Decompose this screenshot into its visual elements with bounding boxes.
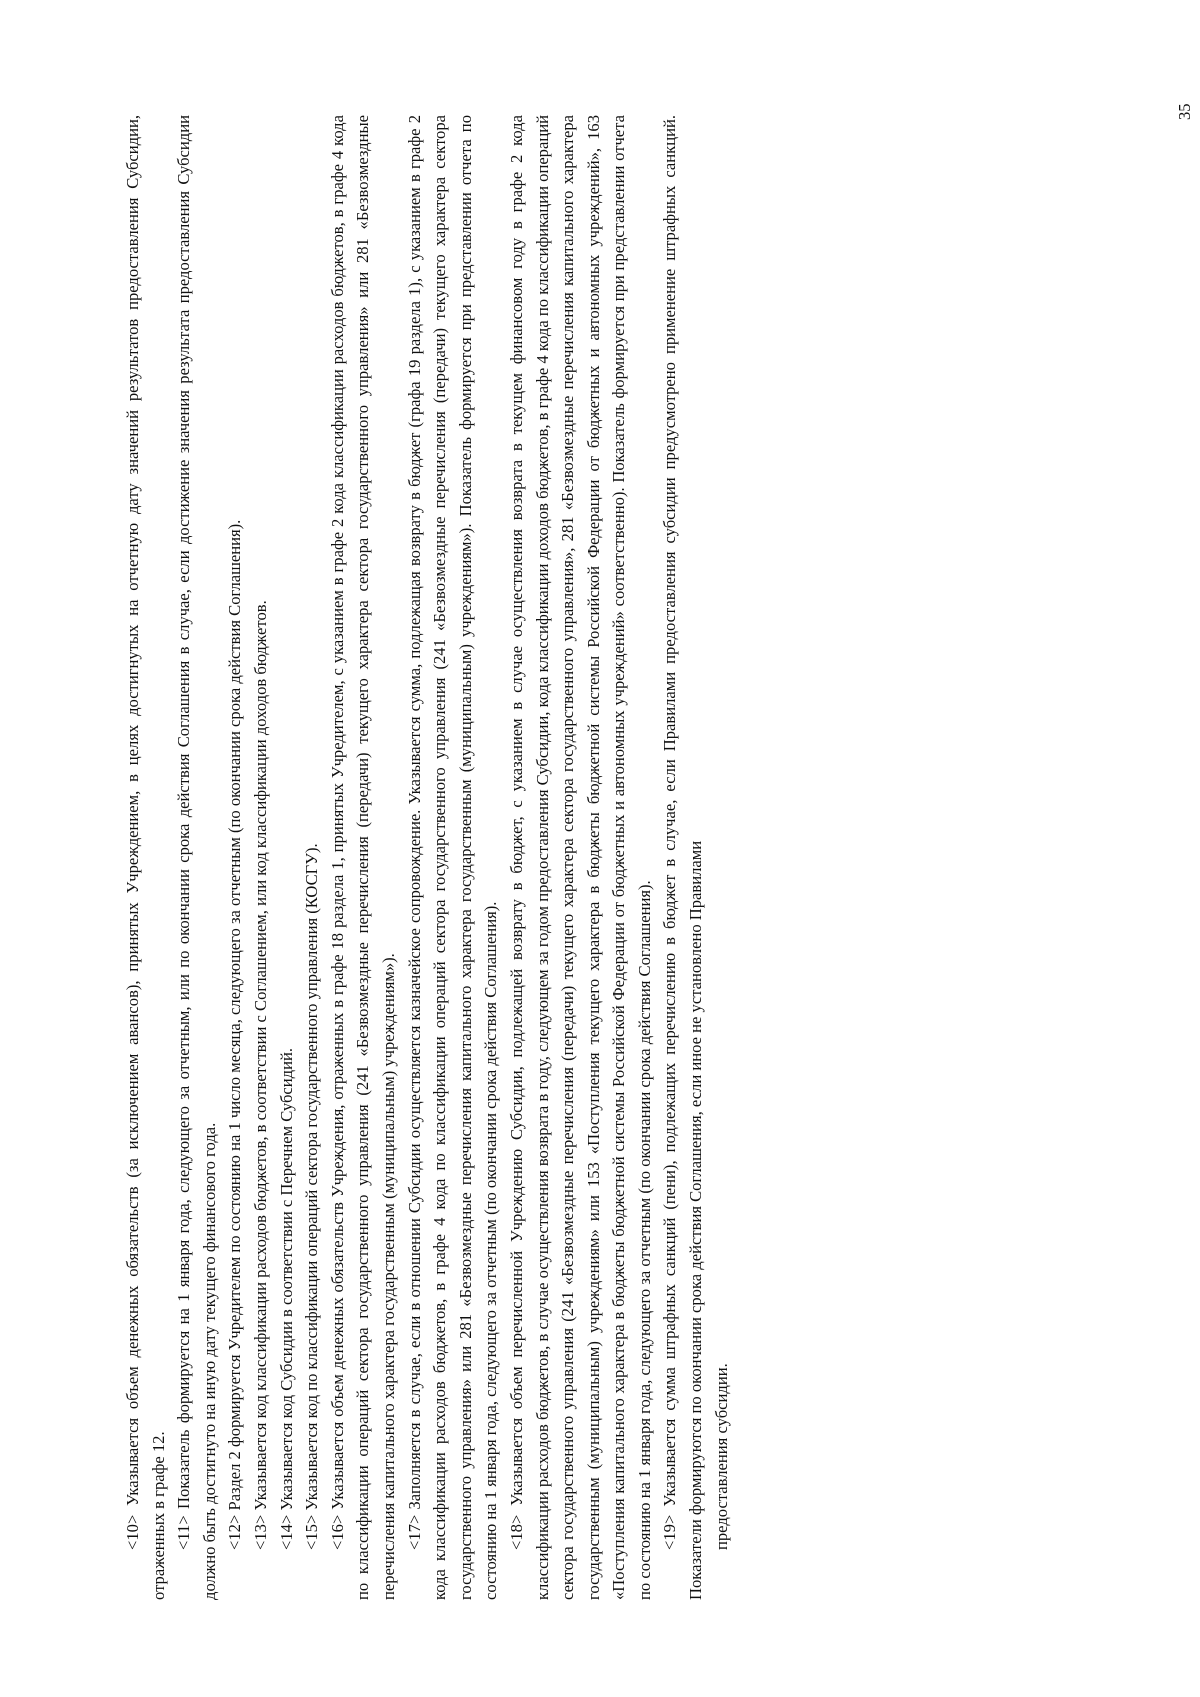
footnote-marker: <16>	[327, 1514, 347, 1550]
footnote-marker: <11>	[174, 1515, 194, 1550]
footnote-marker: <19>	[660, 1514, 680, 1550]
footnote-text-tail: предоставления субсидии.	[711, 1363, 731, 1550]
footnote-text: Показатель формируется на 1 января года, следующего за отчетным, или по окончании срока действия Соглашения в случае, если достижение значения результата предоставления Субсидии должно быть достигнуто на иную дату текущего финансового года.	[174, 115, 219, 1600]
footnote-11	[171, 115, 222, 1600]
footnotes-block	[120, 115, 900, 1600]
footnote-15	[299, 115, 325, 1600]
footnote-text: Указывается объем перечисленной Учреждению Субсидии, подлежащей возврату в бюджет, с указанием в случае осуществления возврата в текущем финансовом году в графе 2 кода классификации расходов бюджетов, в случае осуществления возврата в году, следующем за годом предоставления Субсидии, кода классификации доходов бюджетов, в графе 4 кода по классификации операций сектора государственного управления (241 «Безвозмездные перечисления (передачи) текущего характера сектора государственного управления», 281 «Безвозмездные перечисления капитального характера государственным (муниципальным) учреждениям» или 153 «Поступления текущего характера в бюджеты бюджетной системы Российской Федерации от бюджетных и автономных учреждений», 163 «Поступления капитального характера в бюджеты бюджетной системы Российской Федерации от бюджетных и автономных учреждений» соответственно). Показатель формируется при представлении отчета по состоянию на 1 января года, следующего за отчетным (по окончании срока действия Соглашения).	[506, 115, 654, 1600]
footnote-marker: <17>	[404, 1514, 424, 1550]
footnote-10	[120, 115, 171, 1600]
footnote-text: Указывается код Субсидии в соответствии с Перечнем Субсидий.	[276, 1047, 296, 1511]
page-number: 35	[1175, 103, 1194, 120]
footnote-19	[657, 115, 734, 1600]
footnote-12	[222, 115, 248, 1600]
footnote-marker: <14>	[276, 1514, 296, 1550]
footnote-marker: <18>	[506, 1514, 526, 1550]
footnote-marker: <15>	[302, 1514, 322, 1550]
footnote-text: Указывается объем денежных обязательств Учреждения, отраженных в графе 18 раздела 1, принятых Учредителем, с указанием в графе 2 кода классификации расходов бюджетов, в графе 4 кода по классификации операций сектора государственного управления (241 «Безвозмездные перечисления (передачи) текущего характера сектора государственного управления» или 281 «Безвозмездные перечисления капитального характера государственным (муниципальным) учреждениям»).	[327, 115, 398, 1600]
footnote-marker: <12>	[225, 1514, 245, 1550]
footnote-18	[504, 115, 658, 1600]
footnote-marker: <13>	[250, 1514, 270, 1550]
footnote-14	[274, 115, 300, 1600]
footnote-text: Указывается код по классификации операций сектора государственного управления (КОСГУ).	[302, 843, 322, 1511]
footnote-text: Раздел 2 формируется Учредителем по состоянию на 1 число месяца, следующего за отчетным (по окончании срока действия Соглашения).	[225, 519, 245, 1511]
footnote-16	[325, 115, 402, 1600]
footnote-17	[402, 115, 504, 1600]
footnote-text: Указывается сумма штрафных санкций (пени), подлежащих перечислению в бюджет в случае, если Правилами предоставления субсидии предусмотрено применение штрафных санкций. Показатели формируются по окончании срока действия Соглашения, если иное не установлено Правилами	[660, 115, 706, 1600]
footnote-text: Указывается код классификации расходов бюджетов, в соответствии с Соглашением, или код классификации доходов бюджетов.	[250, 600, 270, 1511]
footnote-text: Указывается объем денежных обязательств (за исключением авансов), принятых Учреждением, в целях достигнутых на отчетную дату значений результатов предоставления Субсидии, отраженных в графе 12.	[123, 115, 168, 1600]
footnote-marker: <10>	[123, 1514, 142, 1550]
footnote-13	[248, 115, 274, 1600]
footnote-text: Заполняется в случае, если в отношении Субсидии осуществляется казначейское сопровождение. Указывается сумма, подлежащая возврату в бюджет (графа 19 раздела 1), с указанием в графе 2 кода классификации расходов бюджетов, в графе 4 кода по классификации операций сектора государственного управления (241 «Безвозмездные перечисления (передачи) текущего характера сектора государственного управления» или 281 «Безвозмездные перечисления капитального характера государственным (муниципальным) учреждениям»). Показатель формируется при представлении отчета по состоянию на 1 января года, следующего за отчетным (по окончании срока действия Соглашения).	[404, 115, 501, 1600]
